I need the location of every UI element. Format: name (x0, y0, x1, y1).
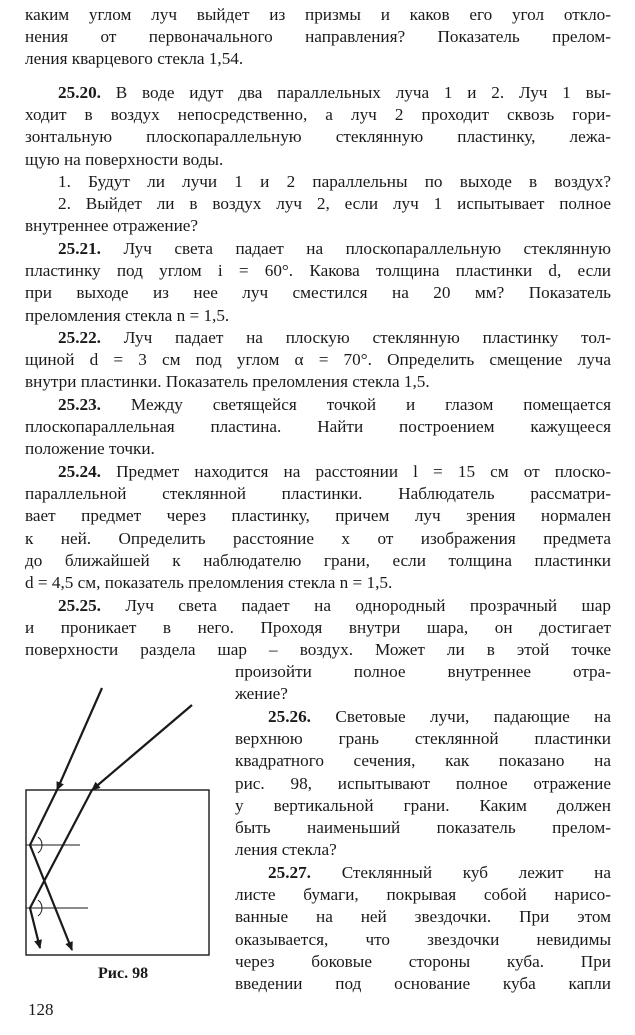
problem-25-27 (235, 862, 611, 995)
problem-25-22 (25, 327, 611, 394)
text-line: 1. Будут ли лучи 1 и 2 параллельны по выходе в воздух? (58, 172, 611, 191)
page-number: 128 (28, 1000, 54, 1019)
text-line: квадратного сечения, как показано на (235, 751, 611, 771)
text-line: плоскопараллельная пластина. Найти построением кажущееся (25, 417, 611, 437)
text-line: и проникает в него. Проходя внутри шара, он достигает (25, 618, 611, 638)
figure-caption: Рис. 98 (98, 965, 149, 982)
text-line: нения от первоначального направления? Показатель прелом- (25, 27, 611, 47)
text-line: введении под основание куба капли (235, 974, 611, 994)
text-line: внутреннее отражение? (25, 216, 199, 236)
problem-25-24 (25, 461, 611, 594)
text-line: быть наименьший показатель прелом- (235, 818, 611, 838)
text-line: оказывается, что звездочки невидимы (235, 929, 611, 949)
text-line: ванные на ней звездочки. При этом (235, 907, 611, 927)
incident-ray-1 (57, 688, 102, 790)
problem-number: 25.21. (58, 239, 101, 258)
text-line: листе бумаги, покрывая собой нарисо- (235, 885, 611, 905)
glass-plate (26, 790, 209, 955)
problem-25-25 (25, 595, 611, 662)
text-line: каким углом луч выйдет из призмы и каков его угол откло- (25, 5, 611, 24)
text-line: ления стекла? (235, 840, 337, 860)
text-line: щую на поверхности воды. (25, 149, 224, 169)
text-line: при выходе из нее луч сместился на 20 мм? Показатель (25, 283, 611, 303)
text-line: верхнюю грань стеклянной пластинки (235, 729, 611, 749)
text-line: 25.25. Луч света падает на однородный прозрачный шар (58, 596, 612, 615)
text-line: 25.21. Луч света падает на плоскопараллельную стеклянную (58, 239, 611, 258)
problem-number: 25.20. (58, 83, 101, 102)
problem-number: 25.23. (58, 395, 101, 414)
text-line: 25.22. Луч падает на плоскую стеклянную пластинку тол- (58, 328, 612, 347)
text-line: 25.27. Стеклянный куб лежит на (268, 863, 612, 882)
problem-25-21 (25, 238, 611, 327)
text-line: жение? (235, 684, 288, 704)
problem-25-26 (235, 706, 611, 861)
problem-25-23 (25, 394, 611, 461)
text-line: преломления стекла n = 1,5. (25, 305, 230, 325)
text-line: вает предмет через пластинку, причем луч зрения нормален (25, 506, 611, 526)
problem-number: 25.24. (58, 462, 101, 481)
text-line: внутри пластинки. Показатель преломления стекла 1,5. (25, 372, 430, 392)
text-line: пластинку под углом i = 60°. Какова толщина пластинки d, если (25, 261, 611, 281)
problem-25-25-tail (235, 661, 611, 705)
text-line: к ней. Определить расстояние x от изображения предмета (25, 528, 611, 548)
paragraph-continuation (25, 4, 611, 71)
text-line: ления кварцевого стекла 1,54. (25, 49, 244, 69)
text-line: 25.24. Предмет находится на расстоянии l = 15 см от плоско- (58, 462, 611, 481)
text-line: d = 4,5 см, показатель преломления стекла n = 1,5. (25, 573, 393, 593)
text-line: щиной d = 3 см под углом α = 70°. Определить смещение луча (25, 350, 611, 370)
text-line: 25.23. Между светящейся точкой и глазом помещается (58, 395, 611, 414)
text-line: 2. Выйдет ли в воздух луч 2, если луч 1 испытывает полное (58, 194, 611, 213)
problem-number: 25.22. (58, 328, 101, 347)
text-line: до ближайшей к наблюдателю грани, если толщина пластинки (25, 550, 611, 570)
text-line: положение точки. (25, 439, 155, 459)
text-line: рис. 98, испытывают полное отражение (235, 773, 611, 793)
problem-number: 25.25. (58, 596, 101, 615)
text-line: 25.20. В воде идут два параллельных луча 1 и 2. Луч 1 вы- (58, 83, 611, 102)
problem-number: 25.26. (268, 707, 311, 726)
figure-98-glass-plate-rays (20, 680, 230, 970)
text-line: у вертикальной грани. Каким должен (235, 795, 611, 815)
problem-25-20 (25, 82, 611, 171)
text-line: ходит в воздух непосредственно, а луч 2 проходит сквозь гори- (25, 105, 611, 125)
text-line: зонтальную плоскопараллельную стеклянную пластинку, лежа- (25, 127, 611, 147)
text-line: параллельной стеклянной пластинки. Наблюдатель рассматри- (25, 484, 611, 504)
problem-25-20-q1 (25, 171, 611, 193)
problem-25-20-q2 (25, 193, 611, 237)
text-line: поверхности раздела шар – воздух. Может ли в этой точке (25, 640, 611, 660)
text-line: 25.26. Световые лучи, падающие на (268, 707, 612, 726)
problem-number: 25.27. (268, 863, 311, 882)
text-line: произойти полное внутреннее отра- (235, 662, 611, 681)
text-line: через боковые стороны куба. При (235, 951, 611, 971)
incident-ray-2 (92, 705, 192, 790)
